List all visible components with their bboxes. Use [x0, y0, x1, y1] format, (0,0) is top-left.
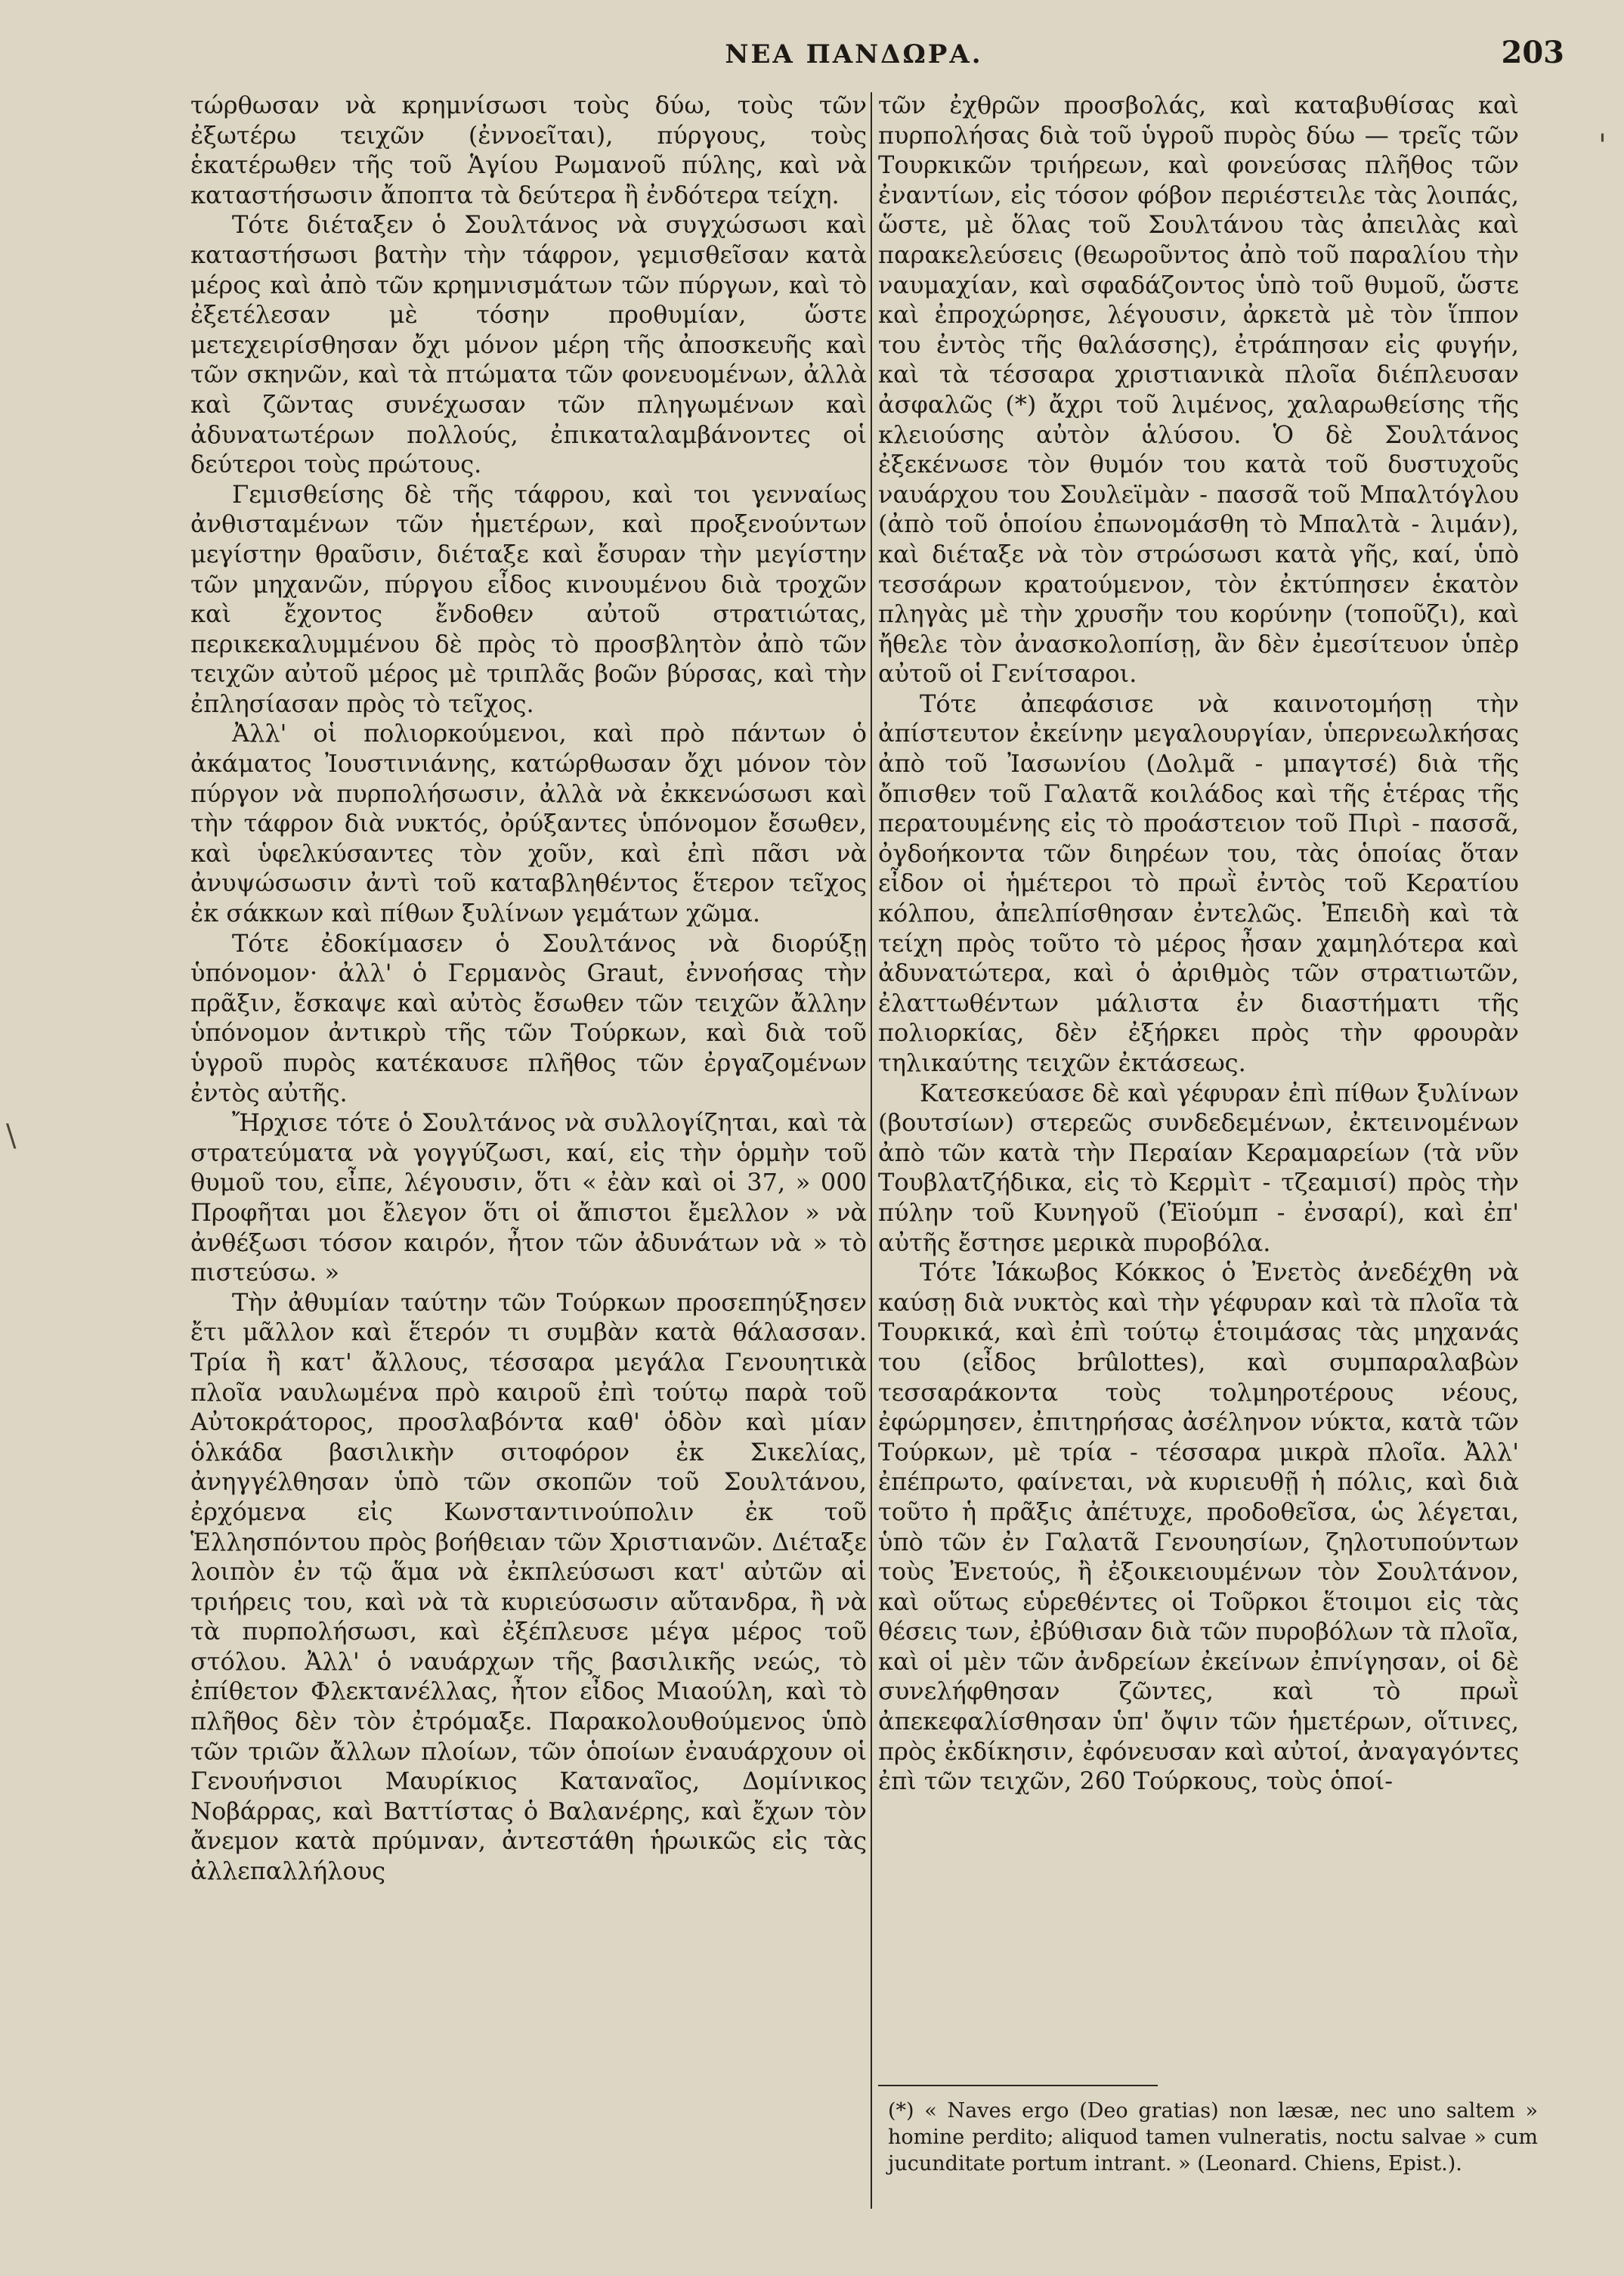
- left-paragraph-3: Γεμισθείσης δὲ τῆς τάφρου, καὶ τοι γενναίως ἀνθισταμένων τῶν ἡμετέρων, καὶ προξενούντων μεγίστην θραῦσιν, διέταξε καὶ ἔσυραν τὴν μεγίστην τῶν μηχανῶν, πύργου εἶδος κινουμένου διὰ τροχῶν καὶ ἔχοντος ἔνδοθεν αὐτοῦ στρατιώτας, περικεκαλυμμένου δὲ πρὸς τὸ προσβλητὸν ἀπὸ τῶν τειχῶν αὐτοῦ μέρος μὲ τριπλᾶς βοῶν βύρσας, καὶ τὴν ἐπλησίασαν πρὸς τὸ τεῖχος.: [190, 479, 867, 718]
- left-paragraph-6: Ἤρχισε τότε ὁ Σουλτάνος νὰ συλλογίζηται, καὶ τὰ στρατεύματα νὰ γογγύζωσι, καί, εἰς τὴν ὁρμὴν τοῦ θυμοῦ του, εἶπε, λέγουσιν, ὅτι « ἐὰν καὶ οἱ 37, » 000 Προφῆται μοι ἔλεγον ὅτι οἱ ἄπιστοι ἔμελλον » νὰ ἀνθέξωσι τόσον καιρόν, ἦτον τῶν ἀδυνάτων νὰ » τὸ πιστεύσω. »: [190, 1108, 867, 1287]
- left-paragraph-1: τώρθωσαν νὰ κρημνίσωσι τοὺς δύω, τοὺς τῶν ἐξωτέρω τειχῶν (ἐννοεῖται), πύργους, τοὺς ἑκατέρωθεν τῆς τοῦ Ἁγίου Ρωμανοῦ πύλης, καὶ νὰ καταστήσωσιν ἄποπτα τὰ δεύτερα ἢ ἐνδότερα τείχη.: [190, 91, 867, 209]
- right-paragraph-2: Τότε ἀπεφάσισε νὰ καινοτομήσῃ τὴν ἀπίστευτον ἐκείνην μεγαλουργίαν, ὑπερνεωλκήσας ἀπὸ τοῦ Ἰασωνίου (Δολμᾶ - μπαγτσέ) διὰ τῆς ὄπισθεν τοῦ Γαλατᾶ κοιλάδος καὶ τῆς ἑτέρας τῆς περατουμένης εἰς τὸ προάστειον τοῦ Πιρὶ - πασσᾶ, ὀγδοήκοντα τῶν διηρέων του, τὰς ὁποίας ὅταν εἶδον οἱ ἡμέτεροι τὸ πρωῒ ἐντὸς τοῦ Κερατίου κόλπου, ἀπελπίσθησαν ἐντελῶς. Ἐπειδὴ καὶ τὰ τείχη πρὸς τοῦτο τὸ μέρος ἦσαν χαμηλότερα καὶ ἀδυνατώτερα, καὶ ὁ ἀριθμὸς τῶν στρατιωτῶν, ἐλαττωθέντων μάλιστα ἐν διαστήματι τῆς πολιορκίας, δὲν ἐξήρκει πρὸς τὴν φρουρὰν τηλικαύτης τειχῶν ἐκτάσεως.: [878, 689, 1519, 1077]
- column-divider: [871, 92, 872, 2209]
- left-paragraph-7: Τὴν ἀθυμίαν ταύτην τῶν Τούρκων προσεπηύξησεν ἔτι μᾶλλον καὶ ἕτερόν τι συμβὰν κατὰ θάλασσαν. Τρία ἢ κατ' ἄλλους, τέσσαρα μεγάλα Γενουητικὰ πλοῖα ναυλωμένα πρὸ καιροῦ ἐπὶ τούτῳ παρὰ τοῦ Αὐτοκράτορος, προσλαβόντα καθ' ὁδὸν καὶ μίαν ὁλκάδα βασιλικὴν σιτοφόρον ἐκ Σικελίας, ἀνηγγέλθησαν ὑπὸ τῶν σκοπῶν τοῦ Σουλτάνου, ἐρχόμενα εἰς Κωνσταντινούπολιν ἐκ τοῦ Ἑλλησπόντου πρὸς βοήθειαν τῶν Χριστιανῶν. Διέταξε λοιπὸν ἐν τῷ ἅμα νὰ ἐκπλεύσωσι κατ' αὐτῶν αἱ τριήρεις του, καὶ νὰ τὰ κυριεύσωσιν αὔτανδρα, ἢ νὰ τὰ πυρπολήσωσι, καὶ ἐξέπλευσε μέγα μέρος τοῦ στόλου. Ἀλλ' ὁ ναυάρχων τῆς βασιλικῆς νεώς, τὸ ἐπίθετον Φλεκτανέλλας, ἦτον εἶδος Μιαούλη, καὶ τὸ πλῆθος δὲν τὸν ἐτρόμαξε. Παρακολουθούμενος ὑπὸ τῶν τριῶν ἄλλων πλοίων, τῶν ὁποίων ἐναυάρχουν οἱ Γενουήνσιοι Μαυρίκιος Καταναῖος, Δομίνικος Νοβάρρας, καὶ Βαττίστας ὁ Βαλανέρης, καὶ ἔχων τὸν ἄνεμον κατὰ πρύμναν, ἀντεστάθη ἡρωικῶς εἰς τὰς ἀλλεπαλλήλους: [190, 1287, 867, 1886]
- footnote: (*) « Naves ergo (Deo gratias) non læsæ, nec uno saltem » homine perdito; aliquod tamen vulneratis, noctu salvae » cum jucunditate portum intrant. » (Leonard. Chiens, Epist.).: [888, 2099, 1538, 2175]
- running-title: ΝΕΑ ΠΑΝΔΩΡΑ.: [725, 39, 983, 70]
- right-paragraph-3: Κατεσκεύασε δὲ καὶ γέφυραν ἐπὶ πίθων ξυλίνων (βουτσίων) στερεῶς συνδεδεμένων, ἐκτεινομένων ἀπὸ τῶν κατὰ τὴν Περαίαν Κεραμαρείων (τὰ νῦν Τουβλατζήδικα, εἰς τὸ Κερμὶτ - τζεαμισί) πρὸς τὴν πύλην τοῦ Κυνηγοῦ (Ἐϊούμπ - ἐνσαρί), καὶ ἐπ' αὐτῆς ἔστησε μερικὰ πυροβόλα.: [878, 1078, 1519, 1257]
- left-column: [190, 91, 867, 1887]
- footnote-divider: [878, 2085, 1158, 2086]
- right-column: [878, 91, 1519, 1797]
- left-paragraph-5: Τότε ἐδοκίμασεν ὁ Σουλτάνος νὰ διορύξῃ ὑπόνομον· ἀλλ' ὁ Γερμανὸς Graut, ἐννοήσας τὴν πρᾶξιν, ἔσκαψε καὶ αὐτὸς ἔσωθεν τῶν τειχῶν ἄλλην ὑπόνομον ἀντικρὺ τῆς τῶν Τούρκων, καὶ διὰ τοῦ ὑγροῦ πυρὸς κατέκαυσε πλῆθος τῶν ἐργαζομένων ἐντὸς αὐτῆς.: [190, 928, 867, 1107]
- left-paragraph-4: Ἀλλ' οἱ πολιορκούμενοι, καὶ πρὸ πάντων ὁ ἀκάματος Ἰουστινιάνης, κατώρθωσαν ὄχι μόνον τὸν πύργον νὰ πυρπολήσωσιν, ἀλλὰ νὰ ἐκκενώσωσι καὶ τὴν τάφρον διὰ νυκτός, ὀρύξαντες ὑπόνομον ἔσωθεν, καὶ ὑφελκύσαντες τὸν χοῦν, καὶ ἐπὶ πᾶσι νὰ ἀνυψώσωσιν ἀντὶ τοῦ καταβληθέντος ἕτερον τεῖχος ἐκ σάκκων καὶ πίθων ξυλίνων γεμάτων χῶμα.: [190, 719, 867, 928]
- left-paragraph-2: Τότε διέταξεν ὁ Σουλτάνος νὰ συγχώσωσι καὶ καταστήσωσι βατὴν τὴν τάφρον, γεμισθεῖσαν κατὰ μέρος καὶ ἀπὸ τῶν κρημνισμάτων τῶν πύργων, καὶ τὸ ἐξετέλεσαν μὲ τόσην προθυμίαν, ὥστε μετεχειρίσθησαν ὄχι μόνον μέρη τῆς ἀποσκευῆς καὶ τῶν σκηνῶν, καὶ τὰ πτώματα τῶν φονευομένων, ἀλλὰ καὶ ζῶντας συνέχωσαν τῶν πληγωμένων καὶ ἀδυνατωτέρων πολλούς, ἐπικαταλαμβάνοντες οἱ δεύτεροι τοὺς πρώτους.: [190, 210, 867, 479]
- page-header: [189, 35, 1564, 85]
- margin-mark: \: [6, 1119, 17, 1153]
- page-number: 203: [1501, 35, 1564, 70]
- right-paragraph-1: τῶν ἐχθρῶν προσβολάς, καὶ καταβυθίσας καὶ πυρπολήσας διὰ τοῦ ὑγροῦ πυρὸς δύω — τρεῖς τῶν Τουρκικῶν τριήρεων, καὶ φονεύσας πλῆθος τῶν ἐναντίων, εἰς τόσον φόβον περιέστειλε τὰς λοιπάς, ὥστε, μὲ ὅλας τοῦ Σουλτάνου τὰς ἀπειλὰς καὶ παρακελεύσεις (θεωροῦντος ἀπὸ τοῦ παραλίου τὴν ναυμαχίαν, καὶ σφαδάζοντος ὑπὸ τοῦ θυμοῦ, ὥστε καὶ ἐπροχώρησε, λέγουσιν, ἀρκετὰ μὲ τὸν ἵππον του ἐντὸς τῆς θαλάσσης), ἐτράπησαν εἰς φυγήν, καὶ τὰ τέσσαρα χριστιανικὰ πλοῖα διέπλευσαν ἀσφαλῶς (*) ἄχρι τοῦ λιμένος, χαλαρωθείσης τῆς κλειούσης αὐτὸν ἁλύσου. Ὁ δὲ Σουλτάνος ἐξεκένωσε τὸν θυμόν του κατὰ τοῦ δυστυχοῦς ναυάρχου του Σουλεϊμὰν - πασσᾶ τοῦ Μπαλτόγλου (ἀπὸ τοῦ ὁποίου ἐπωνομάσθη τὸ Μπαλτὰ - λιμάν), καὶ διέταξε νὰ τὸν στρώσωσι κατὰ γῆς, καί, ὑπὸ τεσσάρων κρατούμενον, τὸν ἐκτύπησεν ἑκατὸν πληγὰς μὲ τὴν χρυσῆν του κορύνην (τοποῦζι), καὶ ἤθελε τὸν ἀνασκολοπίσῃ, ἂν δὲν ἐμεσίτευον ὑπὲρ αὐτοῦ οἱ Γενίτσαροι.: [878, 91, 1519, 689]
- margin-mark: ': [1598, 129, 1607, 163]
- right-paragraph-4: Τότε Ἰάκωβος Κόκκος ὁ Ἐνετὸς ἀνεδέχθη νὰ καύσῃ διὰ νυκτὸς καὶ τὴν γέφυραν καὶ τὰ πλοῖα τὰ Τουρκικά, καὶ ἐπὶ τούτῳ ἑτοιμάσας τὰς μηχανάς του (εἶδος brûlottes), καὶ συμπαραλαβὼν τεσσαράκοντα τοὺς τολμηροτέρους νέους, ἐφώρμησεν, ἐπιτηρήσας ἀσέληνον νύκτα, κατὰ τῶν Τούρκων, μὲ τρία - τέσσαρα μικρὰ πλοῖα. Ἀλλ' ἐπέπρωτο, φαίνεται, νὰ κυριευθῇ ἡ πόλις, καὶ διὰ τοῦτο ἡ πρᾶξις ἀπέτυχε, προδοθεῖσα, ὡς λέγεται, ὑπὸ τῶν ἐν Γαλατᾶ Γενουησίων, ζηλοτυπούντων τοὺς Ἐνετούς, ἢ ἐξοικειουμένων τὸν Σουλτάνον, καὶ οὕτως εὑρεθέντες οἱ Τοῦρκοι ἕτοιμοι εἰς τὰς θέσεις των, ἐβύθισαν διὰ τῶν πυροβόλων τὰ πλοῖα, καὶ οἱ μὲν τῶν ἀνδρείων ἐκείνων ἐπνίγησαν, οἱ δὲ συνελήφθησαν ζῶντες, καὶ τὸ πρωῒ ἀπεκεφαλίσθησαν ὑπ' ὄψιν τῶν ἡμετέρων, οἵτινες, πρὸς ἐκδίκησιν, ἐφόνευσαν καὶ αὐτοί, ἀναγαγόντες ἐπὶ τῶν τειχῶν, 260 Τούρκους, τοὺς ὁποί-: [878, 1258, 1519, 1796]
